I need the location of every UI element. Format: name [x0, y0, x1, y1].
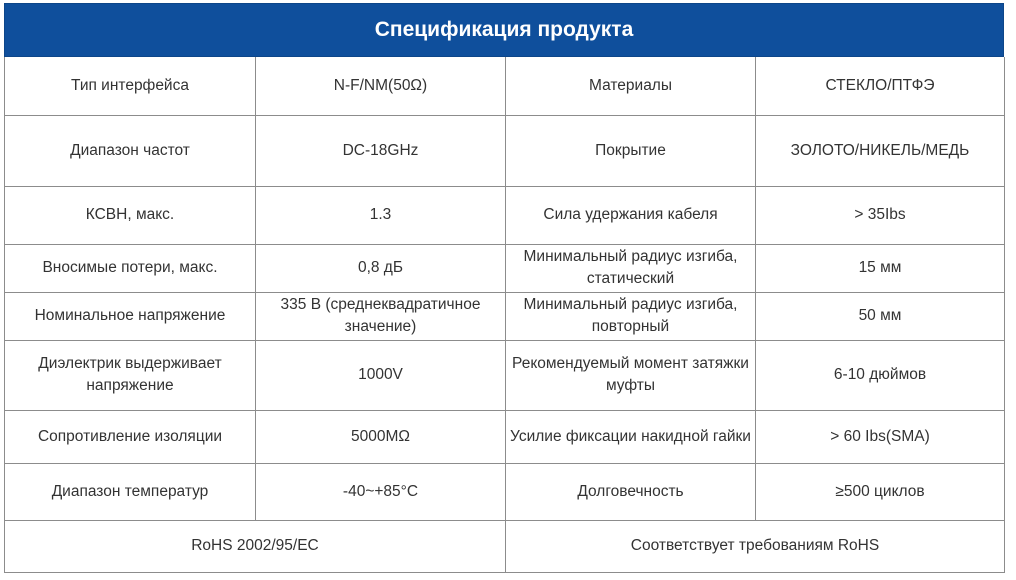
table-row: [5, 410, 1005, 463]
param-value: > 60 Ibs(SMA): [756, 410, 1005, 463]
param-name: Тип интерфейса: [5, 57, 256, 115]
param-value: ЗОЛОТО/НИКЕЛЬ/МЕДЬ: [756, 115, 1005, 186]
table-row: [5, 115, 1005, 186]
param-name: Материалы: [506, 57, 756, 115]
param-name: Номинальное напряжение: [5, 292, 256, 340]
rohs-compliance: Соответствует требованиям RoHS: [506, 520, 1005, 572]
table-row: [5, 292, 1005, 340]
param-name: Минимальный радиус изгиба, повторный: [506, 292, 756, 340]
param-name: Диапазон частот: [5, 115, 256, 186]
table-row: [5, 57, 1005, 115]
param-name: Покрытие: [506, 115, 756, 186]
table-row: [5, 186, 1005, 244]
param-value: 50 мм: [756, 292, 1005, 340]
param-value: > 35Ibs: [756, 186, 1005, 244]
rohs-standard: RoHS 2002/95/EC: [5, 520, 506, 572]
param-name: КСВН, макс.: [5, 186, 256, 244]
param-name: Долговечность: [506, 463, 756, 520]
param-value: -40~+85°C: [256, 463, 506, 520]
param-value: ≥500 циклов: [756, 463, 1005, 520]
param-value: DC-18GHz: [256, 115, 506, 186]
spec-title: Спецификация продукта: [4, 3, 1004, 57]
param-value: 335 В (среднеквадратичное значение): [256, 292, 506, 340]
spec-table-container: [4, 3, 1004, 573]
table-row: [5, 463, 1005, 520]
param-name: Сопротивление изоляции: [5, 410, 256, 463]
param-value: 1000V: [256, 340, 506, 410]
param-name: Вносимые потери, макс.: [5, 244, 256, 292]
table-row: [5, 340, 1005, 410]
param-value: N-F/NM(50Ω): [256, 57, 506, 115]
param-name: Сила удержания кабеля: [506, 186, 756, 244]
param-name: Диэлектрик выдерживает напряжение: [5, 340, 256, 410]
param-name: Рекомендуемый момент затяжки муфты: [506, 340, 756, 410]
param-name: Усилие фиксации накидной гайки: [506, 410, 756, 463]
table-row: [5, 244, 1005, 292]
param-value: 0,8 дБ: [256, 244, 506, 292]
param-value: 1.3: [256, 186, 506, 244]
param-value: СТЕКЛО/ПТФЭ: [756, 57, 1005, 115]
param-value: 6-10 дюймов: [756, 340, 1005, 410]
param-name: Минимальный радиус изгиба, статический: [506, 244, 756, 292]
param-value: 5000MΩ: [256, 410, 506, 463]
param-value: 15 мм: [756, 244, 1005, 292]
param-name: Диапазон температур: [5, 463, 256, 520]
table-row-footer: [5, 520, 1005, 572]
spec-table: [4, 57, 1005, 573]
